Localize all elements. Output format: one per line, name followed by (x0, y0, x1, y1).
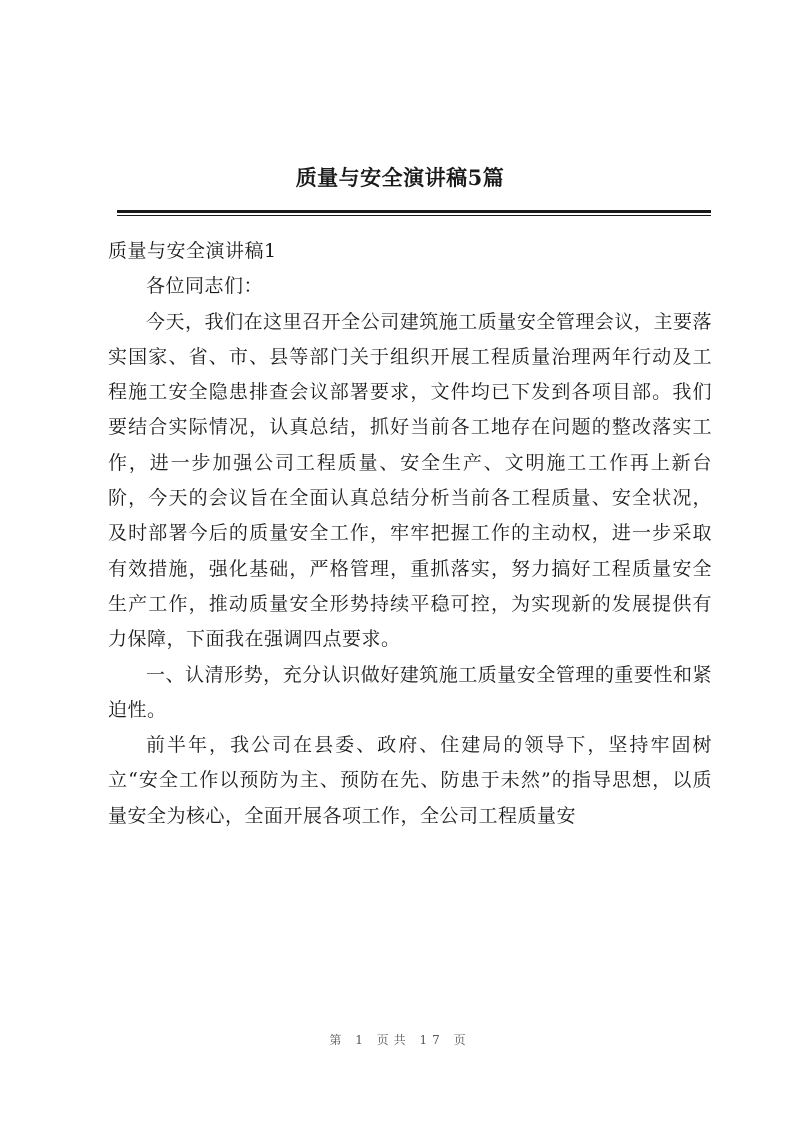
title-divider-thin (117, 215, 711, 216)
title-divider-thick (117, 210, 711, 213)
body-paragraph: 前半年，我公司在县委、政府、住建局的领导下，坚持牢固树立“安全工作以预防为主、预防在先、防患于未然”的指导思想，以质量安全为核心，全面开展各项工作，全公司工程质量安 (108, 734, 712, 827)
section-heading: 质量与安全演讲稿1 (108, 240, 277, 262)
document-body (108, 234, 712, 834)
salutation-paragraph: 各位同志们： (146, 275, 264, 298)
document-title: 质量与安全演讲稿5篇 (295, 165, 505, 190)
page-number-footer: 第 1 页共 17 页 (329, 1033, 471, 1047)
body-paragraph: 今天，我们在这里召开全公司建筑施工质量安全管理会议，主要落实国家、省、市、县等部门关于组织开展工程质量治理两年行动及工程施工安全隐患排查会议部署要求，文件均已下发到各项目部。我们要结合实际情况，认真总结，抓好当前各工地存在问题的整改落实工作，进一步加强公司工程质量、安全生产、文明施工工作再上新台阶，今天的会议旨在全面认真总结分析当前各工程质量、安全状况，及时部署今后的质量安全工作，牢牢把握工作的主动权，进一步采取有效措施，强化基础，严格管理，重抓落实，努力搞好工程质量安全生产工作，推动质量安全形势持续平稳可控，为实现新的发展提供有力保障，下面我在强调四点要求。 (108, 310, 712, 651)
point-heading-paragraph: 一、认清形势，充分认识做好建筑施工质量安全管理的重要性和紧迫性。 (108, 663, 712, 721)
